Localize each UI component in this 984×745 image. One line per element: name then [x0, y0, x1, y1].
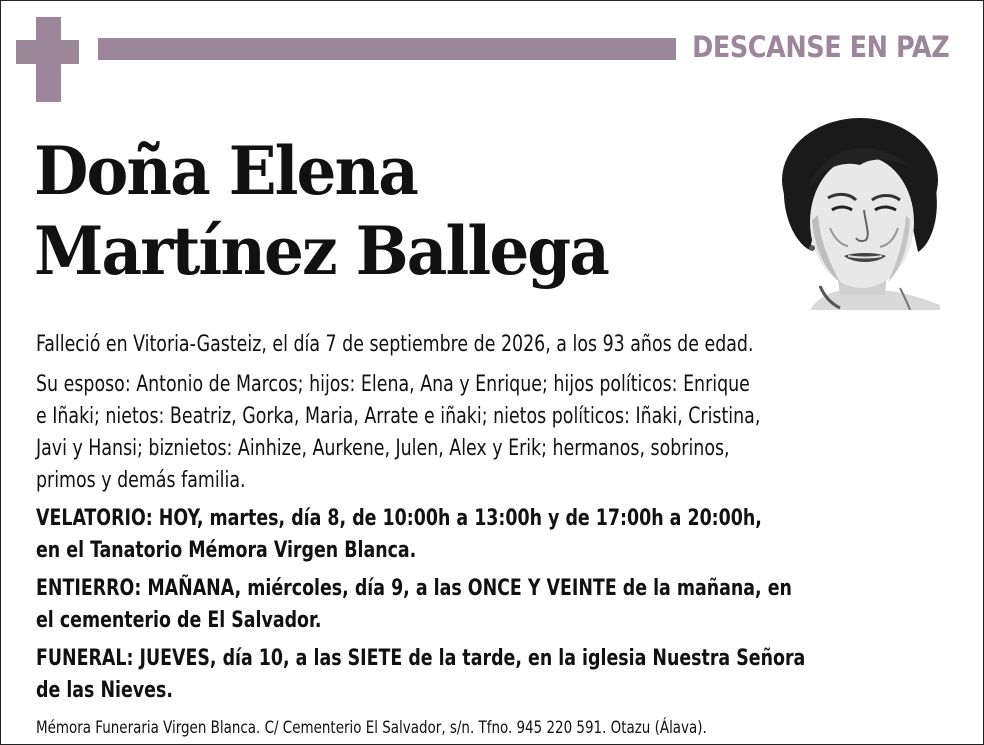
deceased-name-line1: Doña Elena	[34, 132, 417, 210]
death-notice-line: Falleció en Vitoria-Gasteiz, el día 7 de septiembre de 2026, a los 93 años de edad.	[36, 331, 754, 357]
death-notice	[36, 328, 965, 360]
entierro-line: ENTIERRO: MAÑANA, miércoles, día 9, a las ONCE Y VEINTE de la mañana, en	[36, 575, 792, 601]
velatorio-line: VELATORIO: HOY, martes, día 8, de 10:00h a 13:00h y de 17:00h a 20:00h,	[36, 505, 762, 531]
portrait-photo	[780, 110, 940, 310]
deceased-name-line2: Martínez Ballega	[34, 212, 608, 290]
notice-body	[36, 328, 966, 706]
velatorio-info	[36, 502, 965, 566]
deceased-name	[34, 131, 608, 291]
funeral-line: de las Nieves.	[36, 677, 173, 703]
velatorio-line: en el Tanatorio Mémora Virgen Blanca.	[36, 537, 417, 563]
entierro-info	[36, 572, 965, 636]
entierro-line: el cementerio de El Salvador.	[36, 607, 322, 633]
header-title: DESCANSE EN PAZ	[691, 30, 949, 64]
funeral-line: FUNERAL: JUEVES, día 10, a las SIETE de la tarde, en la iglesia Nuestra Señora	[36, 645, 806, 671]
family-line: e Iñaki; nietos: Beatriz, Gorka, Maria, Arrate e iñaki; nietos políticos: Iñaki, Cristina,	[36, 403, 761, 429]
family-line: Javi y Hansi; biznietos: Ainhize, Aurkene, Julen, Alex y Erik; hermanos, sobrinos,	[36, 435, 730, 461]
funeral-info	[36, 642, 965, 706]
header-bar	[98, 38, 676, 60]
family-line: Su esposo: Antonio de Marcos; hijos: Elena, Ana y Enrique; hijos políticos: Enrique	[36, 371, 750, 397]
cross-icon-arm	[16, 40, 79, 64]
family-line: primos y demás familia.	[36, 467, 246, 493]
funeral-home-footer: Mémora Funeraria Virgen Blanca. C/ Cementerio El Salvador, s/n. Tfno. 945 220 591. Otazu (Álava).	[36, 718, 707, 738]
family-list	[36, 368, 965, 496]
